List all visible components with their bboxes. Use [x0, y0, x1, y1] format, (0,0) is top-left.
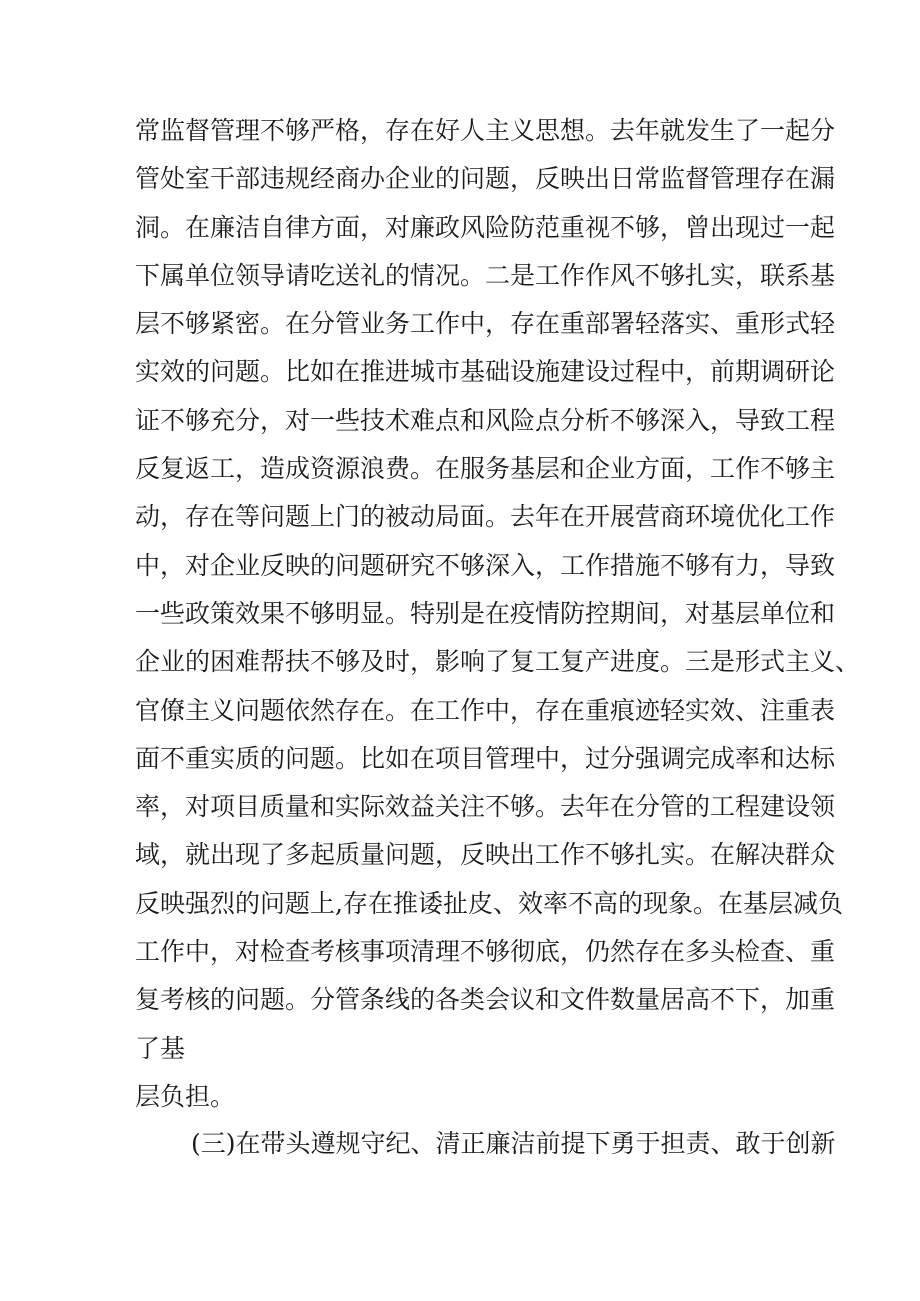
text-line: 证不够充分，对一些技术难点和风险点分析不够深入，导致工程	[135, 405, 836, 435]
text-line: 中，对企业反映的问题研究不够深入，工作措施不够有力，导致	[135, 550, 836, 580]
section-heading: (三)在带头遵规守纪、清正廉洁前提下勇于担责、敢于创新	[191, 1129, 836, 1158]
text-line: 率，对项目质量和实际效益关注不够。去年在分管的工程建设领	[135, 792, 836, 822]
text-line: 了基	[135, 1033, 186, 1063]
text-line: 管处室干部违规经商办企业的问题，反映出日常监督管理存在漏	[135, 164, 836, 194]
text-line: 层不够紧密。在分管业务工作中，存在重部署轻落实、重形式轻	[135, 309, 836, 339]
text-line: 域，就出现了多起质量问题，反映出工作不够扎实。在解决群众	[135, 840, 836, 870]
text-line: 层负担。	[135, 1081, 236, 1111]
text-line: 企业的困难帮扶不够及时，影响了复工复产进度。三是形式主义、	[135, 647, 861, 677]
text-line: 反复返工，造成资源浪费。在服务基层和企业方面，工作不够主	[135, 454, 836, 484]
text-line: 动，存在等问题上门的被动局面。去年在开展营商环境优化工作	[135, 502, 836, 532]
body-paragraph	[135, 107, 861, 1121]
text-line: 实效的问题。比如在推进城市基础设施建设过程中，前期调研论	[135, 357, 836, 387]
text-line: 复考核的问题。分管条线的各类会议和文件数量居高不下，加重	[135, 985, 836, 1015]
text-line: 工作中，对检查考核事项清理不够彻底，仍然存在多头检查、重	[135, 937, 836, 967]
text-line: 常监督管理不够严格，存在好人主义思想。去年就发生了一起分	[135, 116, 836, 145]
text-line: 面不重实质的问题。比如在项目管理中，过分强调完成率和达标	[135, 743, 836, 773]
text-line: 下属单位领导请吃送礼的情况。二是工作作风不够扎实，联系基	[135, 260, 836, 290]
text-line: 一些政策效果不够明显。特别是在疫情防控期间，对基层单位和	[135, 598, 836, 628]
text-line: 反映强烈的问题上,存在推诿扯皮、效率不高的现象。在基层减负	[135, 888, 843, 918]
text-line: 官僚主义问题依然存在。在工作中，存在重痕迹轻实效、注重表	[135, 695, 836, 725]
text-line: 洞。在廉洁自律方面，对廉政风险防范重视不够，曾出现过一起	[135, 212, 836, 242]
